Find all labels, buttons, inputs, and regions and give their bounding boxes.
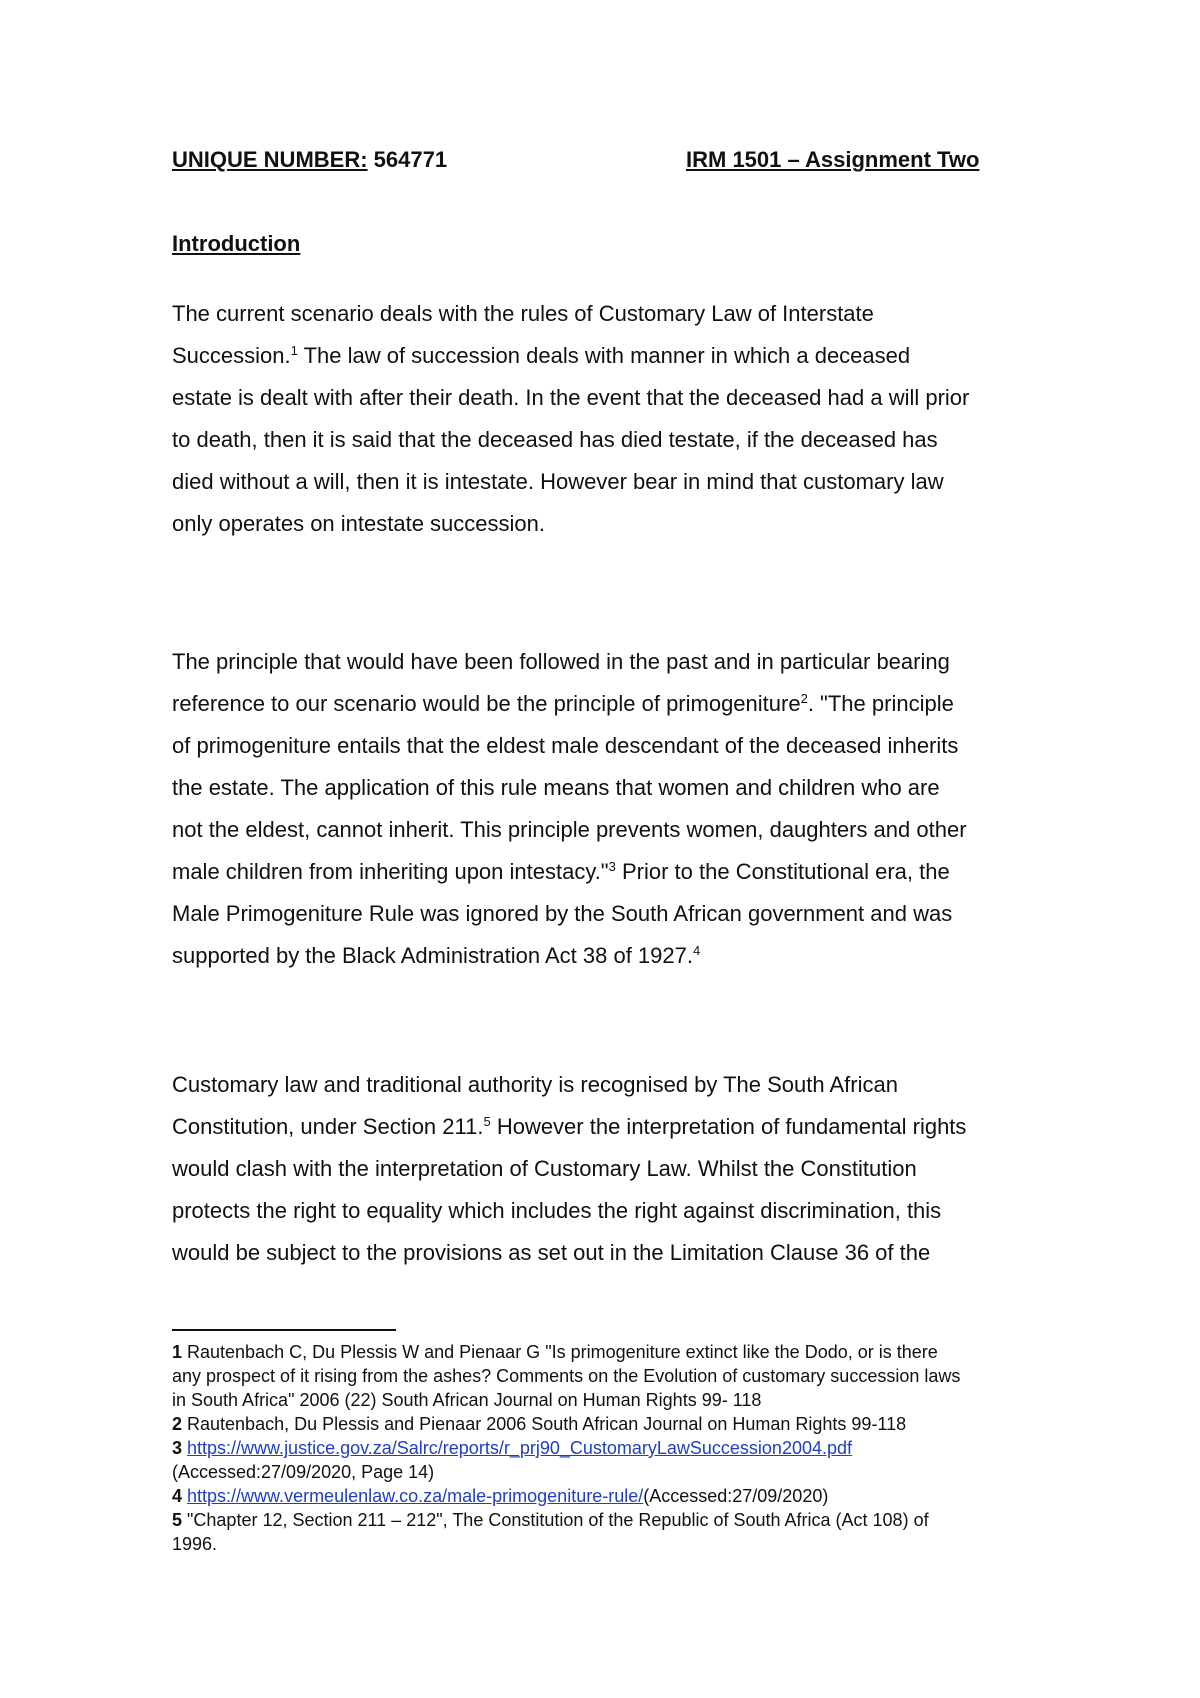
text-run: Rautenbach C, Du Plessis W and Pienaar G "Is primogeniture extinct like the Dodo, or is there xyxy=(182,1342,938,1362)
paragraph-line: would clash with the interpretation of Customary Law. Whilst the Constitution xyxy=(172,1156,917,1181)
text-run: (Accessed:27/09/2020) xyxy=(643,1486,829,1506)
footnote-number: 1 xyxy=(172,1342,183,1362)
footnote-separator xyxy=(172,1329,396,1331)
paragraph-line: The principle that would have been followed in the past and in particular bearing xyxy=(172,649,950,674)
paragraph-line: would be subject to the provisions as set out in the Limitation Clause 36 of the xyxy=(172,1240,931,1265)
text-run: "Chapter 12, Section 211 – 212", The Constitution of the Republic of South Africa (Act 108) of xyxy=(182,1510,929,1530)
footnote-2 xyxy=(172,1412,1072,1436)
paragraph-line: protects the right to equality which includes the right against discrimination, this xyxy=(172,1198,942,1223)
paragraph-line: died without a will, then it is intestate. However bear in mind that customary law xyxy=(172,469,944,494)
footnotes xyxy=(172,1340,1072,1556)
text-run: Succession. xyxy=(172,343,291,368)
footnote-ref-2[interactable]: 2 xyxy=(800,691,808,706)
footnote-ref-1[interactable]: 1 xyxy=(290,343,298,358)
text-run: supported by the Black Administration Act 38 of 1927. xyxy=(172,943,693,968)
footnote-number: 4 xyxy=(172,1486,183,1506)
footnote-3-link[interactable]: https://www.justice.gov.za/Salrc/reports/r_prj90_CustomaryLawSuccession2004.pdf xyxy=(187,1438,853,1458)
footnote-1 xyxy=(172,1340,1072,1364)
text-run: However the interpretation of fundamental rights xyxy=(490,1114,967,1139)
unique-number-value: 564771 xyxy=(367,147,448,172)
footnote-3 xyxy=(172,1436,1072,1460)
footnote-number: 3 xyxy=(172,1438,183,1458)
paragraph-1 xyxy=(172,293,969,545)
footnote-ref-4[interactable]: 4 xyxy=(693,943,701,958)
paragraph-line: The current scenario deals with the rules of Customary Law of Interstate xyxy=(172,301,874,326)
paragraph-line: Customary law and traditional authority is recognised by The South African xyxy=(172,1072,898,1097)
text-run: . "The principle xyxy=(807,691,954,716)
footnote-1-cont: any prospect of it rising from the ashes? Comments on the Evolution of customary succession laws xyxy=(172,1366,961,1386)
footnote-1-cont: in South Africa" 2006 (22) South African Journal on Human Rights 99- 118 xyxy=(172,1390,762,1410)
paragraph-line xyxy=(172,851,967,893)
footnote-4-link[interactable]: https://www.vermeulenlaw.co.za/male-primogeniture-rule/ xyxy=(187,1486,644,1506)
paragraph-line: not the eldest, cannot inherit. This principle prevents women, daughters and other xyxy=(172,817,967,842)
footnote-number: 5 xyxy=(172,1510,183,1530)
paragraph-line xyxy=(172,1106,966,1148)
text-run: Rautenbach, Du Plessis and Pienaar 2006 South African Journal on Human Rights 99-118 xyxy=(182,1414,907,1434)
text-run: Constitution, under Section 211. xyxy=(172,1114,484,1139)
paragraph-line: the estate. The application of this rule means that women and children who are xyxy=(172,775,940,800)
assignment-title: IRM 1501 – Assignment Two xyxy=(686,147,980,172)
paragraph-line: of primogeniture entails that the eldest male descendant of the deceased inherits xyxy=(172,733,959,758)
footnote-4 xyxy=(172,1484,1072,1508)
section-heading-introduction: Introduction xyxy=(172,231,301,256)
paragraph-2 xyxy=(172,641,967,977)
footnote-ref-5[interactable]: 5 xyxy=(483,1114,491,1129)
footnote-5-cont: 1996. xyxy=(172,1534,218,1554)
text-run: Prior to the Constitutional era, the xyxy=(615,859,950,884)
text-run: The law of succession deals with manner in which a deceased xyxy=(303,343,911,368)
paragraph-line: estate is dealt with after their death. In the event that the deceased had a will prior xyxy=(172,385,970,410)
paragraph-line: to death, then it is said that the deceased has died testate, if the deceased has xyxy=(172,427,938,452)
footnote-3-cont: (Accessed:27/09/2020, Page 14) xyxy=(172,1462,435,1482)
paragraph-3 xyxy=(172,1064,966,1274)
footnote-number: 2 xyxy=(172,1414,183,1434)
text-run: male children from inheriting upon intestacy." xyxy=(172,859,609,884)
text-run: reference to our scenario would be the principle of primogeniture xyxy=(172,691,801,716)
paragraph-line xyxy=(172,335,969,377)
unique-number-header xyxy=(172,146,447,174)
unique-number-label: UNIQUE NUMBER: xyxy=(172,147,368,172)
paragraph-line: Male Primogeniture Rule was ignored by the South African government and was xyxy=(172,901,953,926)
paragraph-line xyxy=(172,683,967,725)
footnote-ref-3[interactable]: 3 xyxy=(608,859,616,874)
footnote-5 xyxy=(172,1508,1072,1532)
paragraph-line xyxy=(172,935,967,977)
paragraph-line: only operates on intestate succession. xyxy=(172,511,546,536)
